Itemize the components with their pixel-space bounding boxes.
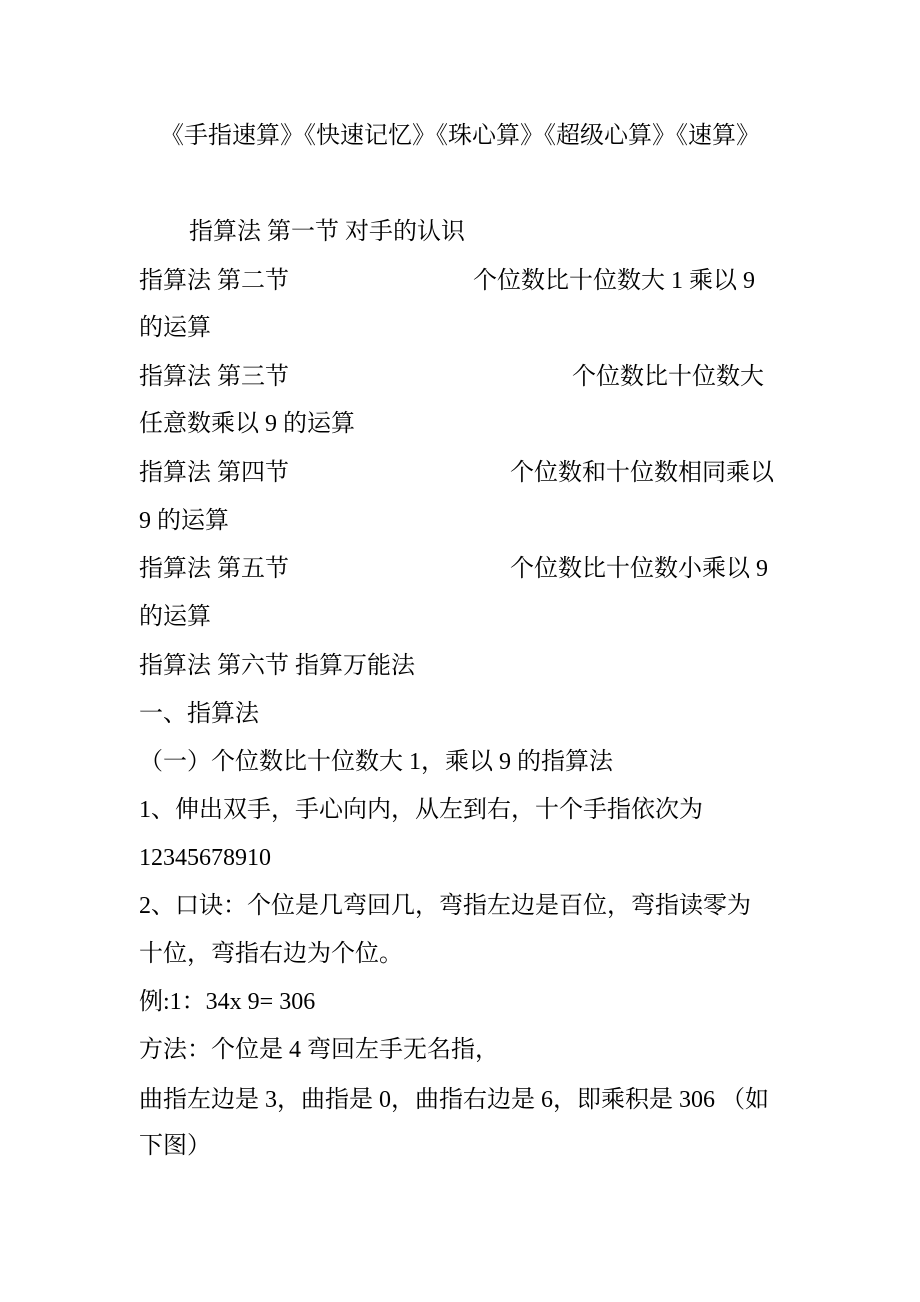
toc-section-5-title: 个位数比十位数小乘以 9 (510, 556, 768, 582)
toc-section-3-cont: 任意数乘以 9 的运算 (139, 411, 355, 437)
example-line: 例:1：34x 9= 306 (139, 989, 316, 1015)
toc-section-2-title: 个位数比十位数大 1 乘以 9 (473, 268, 755, 294)
toc-section-2-label: 指算法 第二节 (139, 268, 289, 294)
paragraph-1: 1、伸出双手，手心向内，从左到右，十个手指依次为 (139, 797, 703, 823)
paragraph-3-cont: 下图） (139, 1133, 211, 1159)
paragraph-2-cont: 十位，弯指右边为个位。 (139, 941, 403, 967)
paragraph-2: 2、口诀：个位是几弯回几，弯指左边是百位，弯指读零为 (139, 893, 751, 919)
toc-section-1: 指算法 第一节 对手的认识 (189, 219, 465, 245)
document-title: 《手指速算》《快速记忆》《珠心算》《超级心算》《速算》 (160, 123, 760, 149)
toc-section-4-cont: 9 的运算 (139, 508, 229, 534)
toc-section-5-cont: 的运算 (139, 604, 211, 630)
toc-section-6: 指算法 第六节 指算万能法 (139, 653, 415, 679)
toc-section-4-label: 指算法 第四节 (139, 460, 289, 486)
heading-1: 一、指算法 (139, 701, 259, 727)
paragraph-3: 曲指左边是 3，曲指是 0，曲指右边是 6，即乘积是 306 （如 (139, 1087, 769, 1113)
heading-2: （一）个位数比十位数大 1，乘以 9 的指算法 (139, 749, 613, 775)
toc-section-5-label: 指算法 第五节 (139, 556, 289, 582)
method-line: 方法：个位是 4 弯回左手无名指， (139, 1037, 499, 1063)
toc-section-2-cont: 的运算 (139, 315, 211, 341)
toc-section-3-label: 指算法 第三节 (139, 364, 289, 390)
toc-section-4-title: 个位数和十位数相同乘以 (510, 460, 774, 486)
paragraph-1-cont: 12345678910 (139, 845, 271, 871)
toc-section-3-title: 个位数比十位数大 (572, 364, 764, 390)
